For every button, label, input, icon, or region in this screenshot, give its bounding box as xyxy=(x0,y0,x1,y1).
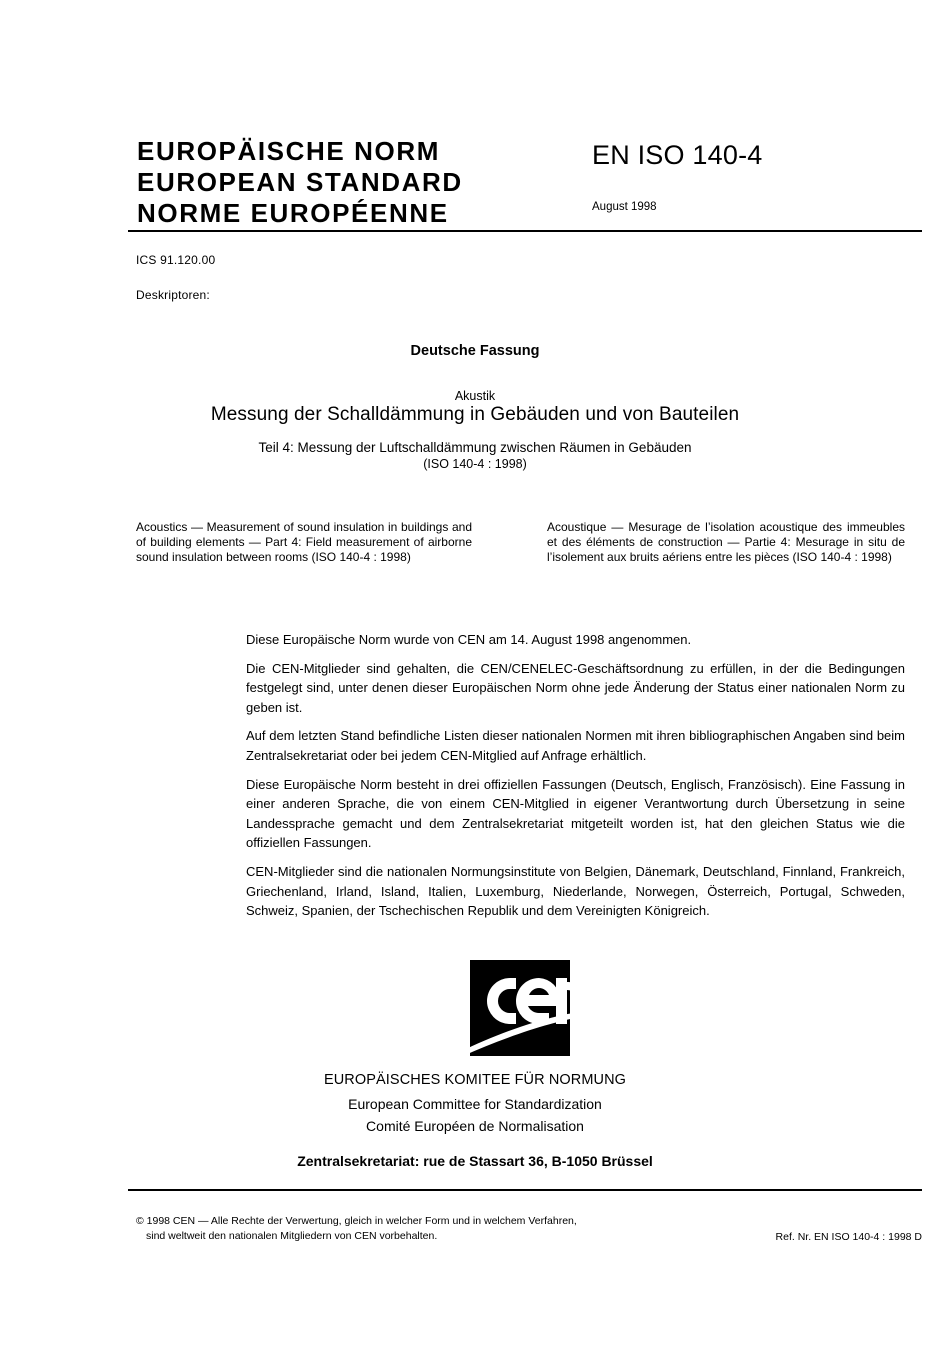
organisation-name-fr: Comité Européen de Normalisation xyxy=(366,1118,584,1134)
cen-logo-icon xyxy=(455,952,590,1064)
foreword-body xyxy=(246,630,905,921)
paragraph-members: CEN-Mitglieder sind die nationalen Normungsinstitute von Belgien, Dänemark, Deutschland, Finnland, Frankreich, Griechenland, Irland, Island, Italien, Luxemburg, Niederlande, Norwegen, Österreich, Portugal, Schweden, Schweiz, Spanien, der Tschechischen Republik und dem Vereinigten Königreich. xyxy=(246,863,905,919)
standard-number: EN ISO 140-4 xyxy=(592,140,763,170)
masthead xyxy=(137,136,587,229)
organisation-name-en: European Committee for Standardization xyxy=(348,1096,602,1112)
organisation-name-de: EUROPÄISCHES KOMITEE FÜR NORMUNG xyxy=(323,1072,627,1088)
publication-date: August 1998 xyxy=(592,201,657,213)
title-iso-reference: (ISO 140-4 : 1998) xyxy=(423,457,527,471)
organisation-address: Zentralsekretariat: rue de Stassart 36, B-1050 Brüssel xyxy=(297,1153,653,1169)
masthead-line-en: EUROPEAN STANDARD xyxy=(137,167,463,197)
title-french: Acoustique — Mesurage de l’isolation acoustique des immeubles et des éléments de construction — Partie 4: Mesurage in situ de l’isolement aux bruits aériens entre les pièces (ISO 140-4 : 1998) xyxy=(547,520,905,565)
paragraph-versions: Diese Europäische Norm besteht in drei offiziellen Fassungen (Deutsch, Englisch, Französisch). Eine Fassung in einer anderen Sprache, die von einem CEN-Mitglied in eigener Verantwortung durch Übersetzung in seine Landessprache gemacht und dem Zentralsekretariat mitgeteilt worden ist, hat den gleichen Status wie die offiziellen Fassungen. xyxy=(246,776,905,851)
title-part: Teil 4: Messung der Luftschalldämmung zwischen Räumen in Gebäuden xyxy=(258,440,692,455)
version-label: Deutsche Fassung xyxy=(410,343,540,359)
paragraph-lists: Auf dem letzten Stand befindliche Listen dieser nationalen Normen mit ihren bibliographischen Angaben sind beim Zentralsekretariat oder bei jedem CEN-Mitglied auf Anfrage erhältlich. xyxy=(246,728,905,763)
masthead-line-de: EUROPÄISCHE NORM xyxy=(137,136,440,166)
copyright-line-2: sind weltweit den nationalen Mitgliedern von CEN vorbehalten. xyxy=(146,1229,438,1242)
paragraph-obligations: Die CEN-Mitglieder sind gehalten, die CEN/CENELEC-Geschäftsordnung zu erfüllen, in der die Bedingungen festgelegt sind, unter denen dieser Europäischen Norm ohne jede Änderung der Status einer nationalen Norm zu geben ist. xyxy=(246,660,905,715)
title-subject: Akustik xyxy=(454,389,496,403)
descriptors-label: Deskriptoren: xyxy=(136,288,210,302)
page-title: Messung der Schalldämmung in Gebäuden und von Bauteilen xyxy=(210,404,740,425)
masthead-line-fr: NORME EUROPÉENNE xyxy=(137,198,449,228)
copyright-line-1: © 1998 CEN — Alle Rechte der Verwertung, gleich in welcher Form und in welchem Verfahren, xyxy=(136,1215,577,1227)
footer-divider xyxy=(128,1189,922,1191)
cen-logo xyxy=(455,952,590,1064)
header-divider xyxy=(128,230,922,232)
paragraph-adoption: Diese Europäische Norm wurde von CEN am 14. August 1998 angenommen. xyxy=(246,632,692,647)
ics-code: ICS 91.120.00 xyxy=(136,253,216,267)
title-english: Acoustics — Measurement of sound insulation in buildings and of building elements — Part 4: Field measurement of airborne sound insulation between rooms (ISO 140-4 : 1998) xyxy=(136,520,472,565)
reference-number: Ref. Nr. EN ISO 140-4 : 1998 D xyxy=(775,1231,922,1243)
